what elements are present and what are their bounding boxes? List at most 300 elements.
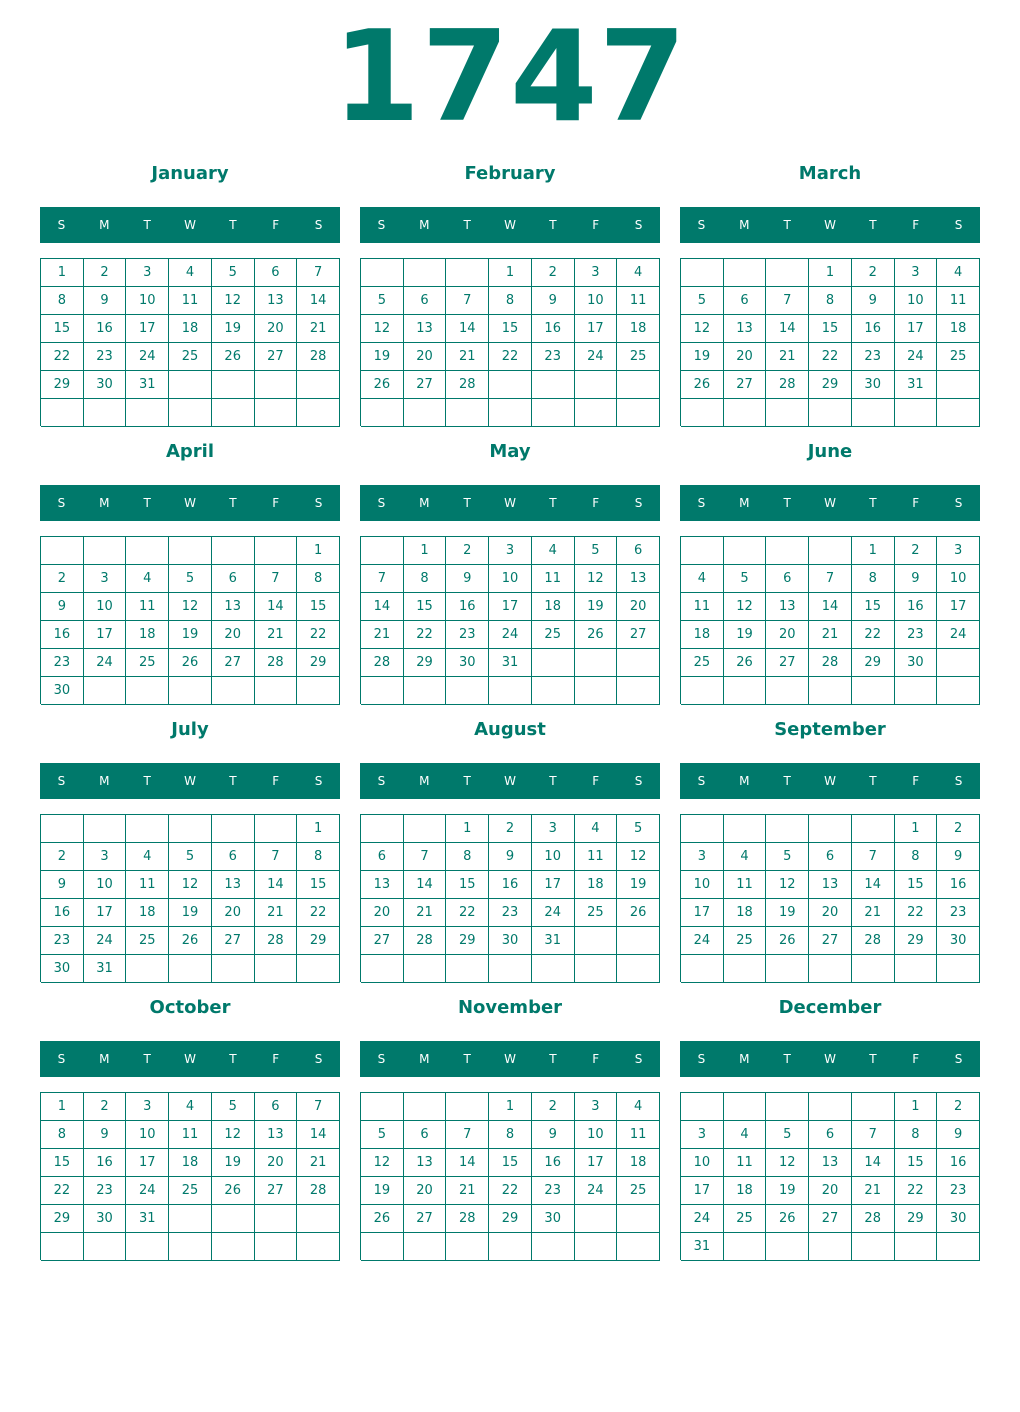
day-cell[interactable]: 8 [489,1121,532,1149]
day-cell[interactable]: 11 [681,593,724,621]
day-cell[interactable]: 13 [212,871,255,899]
day-cell[interactable]: 2 [532,259,575,287]
day-cell[interactable]: 25 [169,1177,212,1205]
day-cell[interactable]: 30 [84,1205,127,1233]
day-cell[interactable]: 13 [212,593,255,621]
day-cell[interactable]: 23 [489,899,532,927]
day-cell[interactable]: 6 [617,537,660,565]
day-cell[interactable]: 27 [212,649,255,677]
day-cell[interactable]: 6 [212,565,255,593]
day-cell[interactable]: 8 [489,287,532,315]
day-cell[interactable]: 5 [361,287,404,315]
day-cell[interactable]: 6 [809,1121,852,1149]
day-cell[interactable]: 21 [297,1149,340,1177]
day-cell[interactable]: 21 [255,621,298,649]
day-cell[interactable]: 9 [489,843,532,871]
day-cell[interactable]: 21 [766,343,809,371]
day-cell[interactable]: 14 [766,315,809,343]
day-cell[interactable]: 7 [446,287,489,315]
day-cell[interactable]: 18 [937,315,980,343]
day-cell[interactable]: 8 [41,1121,84,1149]
day-cell[interactable]: 24 [532,899,575,927]
day-cell[interactable]: 29 [404,649,447,677]
day-cell[interactable]: 15 [489,315,532,343]
day-cell[interactable]: 2 [41,565,84,593]
day-cell[interactable]: 24 [681,1205,724,1233]
day-cell[interactable]: 14 [255,871,298,899]
day-cell[interactable]: 28 [404,927,447,955]
day-cell[interactable]: 25 [617,343,660,371]
day-cell[interactable]: 10 [126,287,169,315]
day-cell[interactable]: 11 [169,1121,212,1149]
day-cell[interactable]: 15 [446,871,489,899]
day-cell[interactable]: 18 [169,1149,212,1177]
day-cell[interactable]: 19 [681,343,724,371]
day-cell[interactable]: 9 [937,1121,980,1149]
day-cell[interactable]: 31 [126,371,169,399]
day-cell[interactable]: 6 [255,1093,298,1121]
day-cell[interactable]: 15 [895,1149,938,1177]
day-cell[interactable]: 7 [255,843,298,871]
day-cell[interactable]: 25 [126,649,169,677]
day-cell[interactable]: 20 [766,621,809,649]
day-cell[interactable]: 7 [446,1121,489,1149]
day-cell[interactable]: 11 [532,565,575,593]
day-cell[interactable]: 10 [84,871,127,899]
day-cell[interactable]: 27 [809,927,852,955]
day-cell[interactable]: 28 [446,1205,489,1233]
day-cell[interactable]: 29 [852,649,895,677]
day-cell[interactable]: 28 [852,1205,895,1233]
day-cell[interactable]: 16 [895,593,938,621]
day-cell[interactable]: 3 [575,1093,618,1121]
day-cell[interactable]: 29 [41,1205,84,1233]
day-cell[interactable]: 27 [766,649,809,677]
day-cell[interactable]: 4 [724,843,767,871]
day-cell[interactable]: 5 [169,843,212,871]
day-cell[interactable]: 14 [404,871,447,899]
day-cell[interactable]: 23 [84,1177,127,1205]
day-cell[interactable]: 23 [937,899,980,927]
day-cell[interactable]: 1 [297,815,340,843]
day-cell[interactable]: 20 [404,1177,447,1205]
day-cell[interactable]: 13 [255,1121,298,1149]
day-cell[interactable]: 13 [255,287,298,315]
day-cell[interactable]: 12 [169,593,212,621]
day-cell[interactable]: 29 [895,927,938,955]
day-cell[interactable]: 21 [446,343,489,371]
day-cell[interactable]: 2 [937,1093,980,1121]
day-cell[interactable]: 15 [41,1149,84,1177]
day-cell[interactable]: 29 [895,1205,938,1233]
day-cell[interactable]: 23 [895,621,938,649]
day-cell[interactable]: 17 [681,899,724,927]
day-cell[interactable]: 17 [575,1149,618,1177]
day-cell[interactable]: 9 [895,565,938,593]
day-cell[interactable]: 24 [575,343,618,371]
day-cell[interactable]: 5 [724,565,767,593]
day-cell[interactable]: 11 [724,871,767,899]
day-cell[interactable]: 15 [404,593,447,621]
day-cell[interactable]: 30 [41,677,84,705]
day-cell[interactable]: 26 [212,1177,255,1205]
day-cell[interactable]: 22 [489,343,532,371]
day-cell[interactable]: 25 [724,927,767,955]
day-cell[interactable]: 3 [937,537,980,565]
day-cell[interactable]: 30 [532,1205,575,1233]
day-cell[interactable]: 1 [404,537,447,565]
day-cell[interactable]: 5 [575,537,618,565]
day-cell[interactable]: 31 [681,1233,724,1261]
day-cell[interactable]: 10 [84,593,127,621]
day-cell[interactable]: 27 [361,927,404,955]
day-cell[interactable]: 19 [169,621,212,649]
day-cell[interactable]: 1 [895,815,938,843]
day-cell[interactable]: 6 [724,287,767,315]
day-cell[interactable]: 18 [724,1177,767,1205]
day-cell[interactable]: 28 [852,927,895,955]
day-cell[interactable]: 4 [532,537,575,565]
day-cell[interactable]: 28 [766,371,809,399]
day-cell[interactable]: 11 [575,843,618,871]
day-cell[interactable]: 27 [404,1205,447,1233]
day-cell[interactable]: 25 [169,343,212,371]
day-cell[interactable]: 6 [404,287,447,315]
day-cell[interactable]: 2 [489,815,532,843]
day-cell[interactable]: 4 [126,565,169,593]
day-cell[interactable]: 17 [126,315,169,343]
day-cell[interactable]: 18 [724,899,767,927]
day-cell[interactable]: 16 [446,593,489,621]
day-cell[interactable]: 10 [681,871,724,899]
day-cell[interactable]: 30 [852,371,895,399]
day-cell[interactable]: 29 [297,649,340,677]
day-cell[interactable]: 10 [681,1149,724,1177]
day-cell[interactable]: 26 [212,343,255,371]
day-cell[interactable]: 9 [852,287,895,315]
day-cell[interactable]: 10 [937,565,980,593]
day-cell[interactable]: 26 [766,1205,809,1233]
day-cell[interactable]: 20 [212,621,255,649]
day-cell[interactable]: 19 [766,1177,809,1205]
day-cell[interactable]: 8 [895,843,938,871]
day-cell[interactable]: 17 [84,621,127,649]
day-cell[interactable]: 10 [532,843,575,871]
day-cell[interactable]: 20 [212,899,255,927]
day-cell[interactable]: 24 [895,343,938,371]
day-cell[interactable]: 4 [937,259,980,287]
day-cell[interactable]: 8 [895,1121,938,1149]
day-cell[interactable]: 18 [126,899,169,927]
day-cell[interactable]: 16 [532,315,575,343]
day-cell[interactable]: 6 [212,843,255,871]
day-cell[interactable]: 8 [297,843,340,871]
day-cell[interactable]: 20 [361,899,404,927]
day-cell[interactable]: 19 [617,871,660,899]
day-cell[interactable]: 16 [489,871,532,899]
day-cell[interactable]: 10 [575,1121,618,1149]
day-cell[interactable]: 14 [809,593,852,621]
day-cell[interactable]: 7 [297,1093,340,1121]
day-cell[interactable]: 19 [169,899,212,927]
day-cell[interactable]: 22 [404,621,447,649]
day-cell[interactable]: 28 [255,649,298,677]
day-cell[interactable]: 9 [937,843,980,871]
day-cell[interactable]: 29 [446,927,489,955]
day-cell[interactable]: 19 [212,315,255,343]
day-cell[interactable]: 14 [361,593,404,621]
day-cell[interactable]: 25 [937,343,980,371]
day-cell[interactable]: 1 [446,815,489,843]
day-cell[interactable]: 22 [489,1177,532,1205]
day-cell[interactable]: 12 [361,315,404,343]
day-cell[interactable]: 3 [532,815,575,843]
day-cell[interactable]: 20 [617,593,660,621]
day-cell[interactable]: 9 [446,565,489,593]
day-cell[interactable]: 22 [41,1177,84,1205]
day-cell[interactable]: 12 [766,1149,809,1177]
day-cell[interactable]: 20 [404,343,447,371]
day-cell[interactable]: 8 [809,287,852,315]
day-cell[interactable]: 7 [361,565,404,593]
day-cell[interactable]: 24 [126,1177,169,1205]
day-cell[interactable]: 8 [852,565,895,593]
day-cell[interactable]: 14 [255,593,298,621]
day-cell[interactable]: 1 [895,1093,938,1121]
day-cell[interactable]: 1 [852,537,895,565]
day-cell[interactable]: 7 [255,565,298,593]
day-cell[interactable]: 13 [809,1149,852,1177]
day-cell[interactable]: 26 [681,371,724,399]
day-cell[interactable]: 16 [84,1149,127,1177]
day-cell[interactable]: 23 [852,343,895,371]
day-cell[interactable]: 9 [41,593,84,621]
day-cell[interactable]: 16 [937,871,980,899]
day-cell[interactable]: 1 [489,1093,532,1121]
day-cell[interactable]: 11 [169,287,212,315]
day-cell[interactable]: 20 [255,1149,298,1177]
day-cell[interactable]: 30 [41,955,84,983]
day-cell[interactable]: 10 [489,565,532,593]
day-cell[interactable]: 7 [852,1121,895,1149]
day-cell[interactable]: 26 [766,927,809,955]
day-cell[interactable]: 21 [852,899,895,927]
day-cell[interactable]: 13 [617,565,660,593]
day-cell[interactable]: 27 [255,343,298,371]
day-cell[interactable]: 6 [809,843,852,871]
day-cell[interactable]: 12 [681,315,724,343]
day-cell[interactable]: 17 [895,315,938,343]
day-cell[interactable]: 2 [532,1093,575,1121]
day-cell[interactable]: 2 [895,537,938,565]
day-cell[interactable]: 19 [724,621,767,649]
day-cell[interactable]: 25 [575,899,618,927]
day-cell[interactable]: 8 [41,287,84,315]
day-cell[interactable]: 17 [532,871,575,899]
day-cell[interactable]: 6 [255,259,298,287]
day-cell[interactable]: 11 [617,1121,660,1149]
day-cell[interactable]: 11 [937,287,980,315]
day-cell[interactable]: 30 [84,371,127,399]
day-cell[interactable]: 14 [446,315,489,343]
day-cell[interactable]: 13 [766,593,809,621]
day-cell[interactable]: 5 [766,1121,809,1149]
day-cell[interactable]: 28 [446,371,489,399]
day-cell[interactable]: 27 [617,621,660,649]
day-cell[interactable]: 24 [937,621,980,649]
day-cell[interactable]: 9 [41,871,84,899]
day-cell[interactable]: 28 [255,927,298,955]
day-cell[interactable]: 12 [766,871,809,899]
day-cell[interactable]: 3 [575,259,618,287]
day-cell[interactable]: 31 [895,371,938,399]
day-cell[interactable]: 20 [724,343,767,371]
day-cell[interactable]: 10 [895,287,938,315]
day-cell[interactable]: 26 [169,927,212,955]
day-cell[interactable]: 15 [489,1149,532,1177]
day-cell[interactable]: 24 [489,621,532,649]
day-cell[interactable]: 11 [724,1149,767,1177]
day-cell[interactable]: 21 [446,1177,489,1205]
day-cell[interactable]: 10 [126,1121,169,1149]
day-cell[interactable]: 5 [617,815,660,843]
day-cell[interactable]: 16 [937,1149,980,1177]
day-cell[interactable]: 4 [617,259,660,287]
day-cell[interactable]: 16 [41,621,84,649]
day-cell[interactable]: 7 [404,843,447,871]
day-cell[interactable]: 11 [126,593,169,621]
day-cell[interactable]: 23 [532,1177,575,1205]
day-cell[interactable]: 7 [852,843,895,871]
day-cell[interactable]: 3 [489,537,532,565]
day-cell[interactable]: 24 [84,649,127,677]
day-cell[interactable]: 20 [809,1177,852,1205]
day-cell[interactable]: 18 [617,315,660,343]
day-cell[interactable]: 16 [84,315,127,343]
day-cell[interactable]: 26 [575,621,618,649]
day-cell[interactable]: 19 [361,1177,404,1205]
day-cell[interactable]: 8 [446,843,489,871]
day-cell[interactable]: 25 [681,649,724,677]
day-cell[interactable]: 28 [297,1177,340,1205]
day-cell[interactable]: 20 [255,315,298,343]
day-cell[interactable]: 14 [297,287,340,315]
day-cell[interactable]: 25 [126,927,169,955]
day-cell[interactable]: 27 [212,927,255,955]
day-cell[interactable]: 1 [297,537,340,565]
day-cell[interactable]: 16 [41,899,84,927]
day-cell[interactable]: 4 [169,1093,212,1121]
day-cell[interactable]: 22 [809,343,852,371]
day-cell[interactable]: 31 [84,955,127,983]
day-cell[interactable]: 20 [809,899,852,927]
day-cell[interactable]: 14 [852,871,895,899]
day-cell[interactable]: 23 [532,343,575,371]
day-cell[interactable]: 23 [446,621,489,649]
day-cell[interactable]: 10 [575,287,618,315]
day-cell[interactable]: 22 [297,621,340,649]
day-cell[interactable]: 14 [297,1121,340,1149]
day-cell[interactable]: 13 [809,871,852,899]
day-cell[interactable]: 25 [532,621,575,649]
day-cell[interactable]: 3 [84,843,127,871]
day-cell[interactable]: 28 [809,649,852,677]
day-cell[interactable]: 24 [575,1177,618,1205]
day-cell[interactable]: 31 [126,1205,169,1233]
day-cell[interactable]: 25 [617,1177,660,1205]
day-cell[interactable]: 30 [937,1205,980,1233]
day-cell[interactable]: 9 [532,287,575,315]
day-cell[interactable]: 5 [212,1093,255,1121]
day-cell[interactable]: 18 [681,621,724,649]
day-cell[interactable]: 24 [126,343,169,371]
day-cell[interactable]: 2 [446,537,489,565]
day-cell[interactable]: 29 [489,1205,532,1233]
day-cell[interactable]: 12 [169,871,212,899]
day-cell[interactable]: 3 [681,1121,724,1149]
day-cell[interactable]: 5 [361,1121,404,1149]
day-cell[interactable]: 4 [681,565,724,593]
day-cell[interactable]: 1 [41,259,84,287]
day-cell[interactable]: 22 [41,343,84,371]
day-cell[interactable]: 17 [575,315,618,343]
day-cell[interactable]: 8 [297,565,340,593]
day-cell[interactable]: 13 [404,1149,447,1177]
day-cell[interactable]: 3 [895,259,938,287]
day-cell[interactable]: 23 [41,927,84,955]
day-cell[interactable]: 3 [126,259,169,287]
day-cell[interactable]: 17 [937,593,980,621]
day-cell[interactable]: 17 [489,593,532,621]
day-cell[interactable]: 28 [297,343,340,371]
day-cell[interactable]: 21 [255,899,298,927]
day-cell[interactable]: 12 [212,287,255,315]
day-cell[interactable]: 31 [532,927,575,955]
day-cell[interactable]: 12 [575,565,618,593]
day-cell[interactable]: 11 [126,871,169,899]
day-cell[interactable]: 17 [126,1149,169,1177]
day-cell[interactable]: 7 [766,287,809,315]
day-cell[interactable]: 19 [361,343,404,371]
day-cell[interactable]: 21 [809,621,852,649]
day-cell[interactable]: 18 [126,621,169,649]
day-cell[interactable]: 14 [446,1149,489,1177]
day-cell[interactable]: 19 [766,899,809,927]
day-cell[interactable]: 23 [41,649,84,677]
day-cell[interactable]: 1 [809,259,852,287]
day-cell[interactable]: 26 [361,371,404,399]
day-cell[interactable]: 4 [169,259,212,287]
day-cell[interactable]: 24 [84,927,127,955]
day-cell[interactable]: 18 [575,871,618,899]
day-cell[interactable]: 3 [681,843,724,871]
day-cell[interactable]: 28 [361,649,404,677]
day-cell[interactable]: 19 [575,593,618,621]
day-cell[interactable]: 12 [617,843,660,871]
day-cell[interactable]: 11 [617,287,660,315]
day-cell[interactable]: 12 [724,593,767,621]
day-cell[interactable]: 15 [297,593,340,621]
day-cell[interactable]: 18 [617,1149,660,1177]
day-cell[interactable]: 6 [766,565,809,593]
day-cell[interactable]: 18 [532,593,575,621]
day-cell[interactable]: 29 [809,371,852,399]
day-cell[interactable]: 30 [446,649,489,677]
day-cell[interactable]: 15 [895,871,938,899]
day-cell[interactable]: 31 [489,649,532,677]
day-cell[interactable]: 7 [809,565,852,593]
day-cell[interactable]: 30 [489,927,532,955]
